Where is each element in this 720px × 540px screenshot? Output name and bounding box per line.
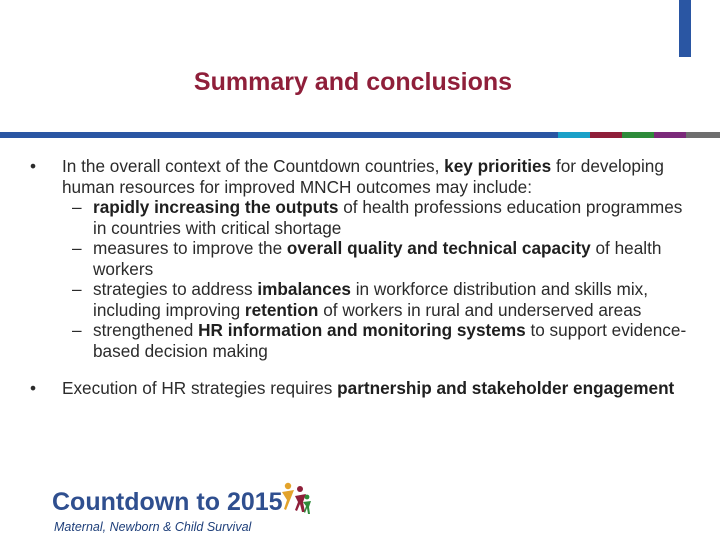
sub-list — [30, 197, 690, 361]
bold-text: HR information and monitoring systems — [198, 320, 526, 340]
dash-icon: – — [72, 279, 82, 299]
sub-item — [30, 320, 690, 361]
text-run: In the overall context of the Countdown countries, — [62, 156, 445, 176]
header-rule-green — [622, 132, 654, 138]
text-run: strengthened — [93, 320, 199, 340]
text-run: strategies to address — [93, 279, 258, 299]
header-rule-maroon — [590, 132, 622, 138]
bold-text: key priorities — [444, 156, 552, 176]
bullet-text — [62, 156, 664, 197]
header-rule-gray — [686, 132, 720, 138]
text-run: for developing human resources for improved MNCH outcomes may include: — [62, 156, 664, 197]
spacer — [30, 361, 690, 378]
sub-item — [30, 279, 690, 320]
text-run: to support evidence-based decision making — [93, 320, 687, 361]
header-rule-blue — [0, 132, 558, 138]
bullet-icon: • — [30, 156, 37, 176]
sub-item-text — [93, 320, 686, 361]
bullet-text — [62, 378, 674, 398]
sub-item-text — [93, 197, 682, 238]
text-run: in workforce distribution and skills mix, including improving — [93, 279, 649, 320]
text-run: of health professions education programmes in countries with critical shortage — [93, 197, 683, 238]
header-rule-purple — [654, 132, 686, 138]
sub-item-text — [93, 238, 661, 279]
text-run: Execution of HR strategies requires — [62, 378, 338, 398]
dash-icon: – — [72, 197, 82, 217]
bullet-icon: • — [30, 378, 37, 398]
dash-icon: – — [72, 320, 82, 340]
bullet-item — [30, 378, 690, 399]
bold-text: rapidly increasing the outputs — [93, 197, 339, 217]
bold-text: imbalances — [257, 279, 351, 299]
bold-text: retention — [244, 299, 319, 320]
countdown-logo — [52, 480, 312, 536]
slide-title: Summary and conclusions — [193, 68, 513, 96]
slide-content — [30, 156, 690, 399]
text-run: of health workers — [93, 238, 662, 279]
sub-item — [30, 238, 690, 279]
corner-accent-bar — [679, 0, 691, 57]
text-run: measures to improve the — [93, 238, 287, 258]
bullet-item — [30, 156, 690, 197]
figures-logo-icon — [278, 480, 312, 516]
header-rule-cyan — [558, 132, 590, 138]
sub-item — [30, 197, 690, 238]
text-run: of workers in rural and underserved areas — [318, 299, 642, 320]
logo-main-text: Countdown to 2015 — [52, 488, 283, 516]
bold-text: overall quality and technical capacity — [286, 238, 591, 258]
sub-item-text — [93, 279, 648, 320]
bold-text: partnership and stakeholder engagement — [337, 378, 675, 398]
logo-sub-text: Maternal, Newborn & Child Survival — [54, 520, 252, 534]
dash-icon: – — [72, 238, 82, 258]
